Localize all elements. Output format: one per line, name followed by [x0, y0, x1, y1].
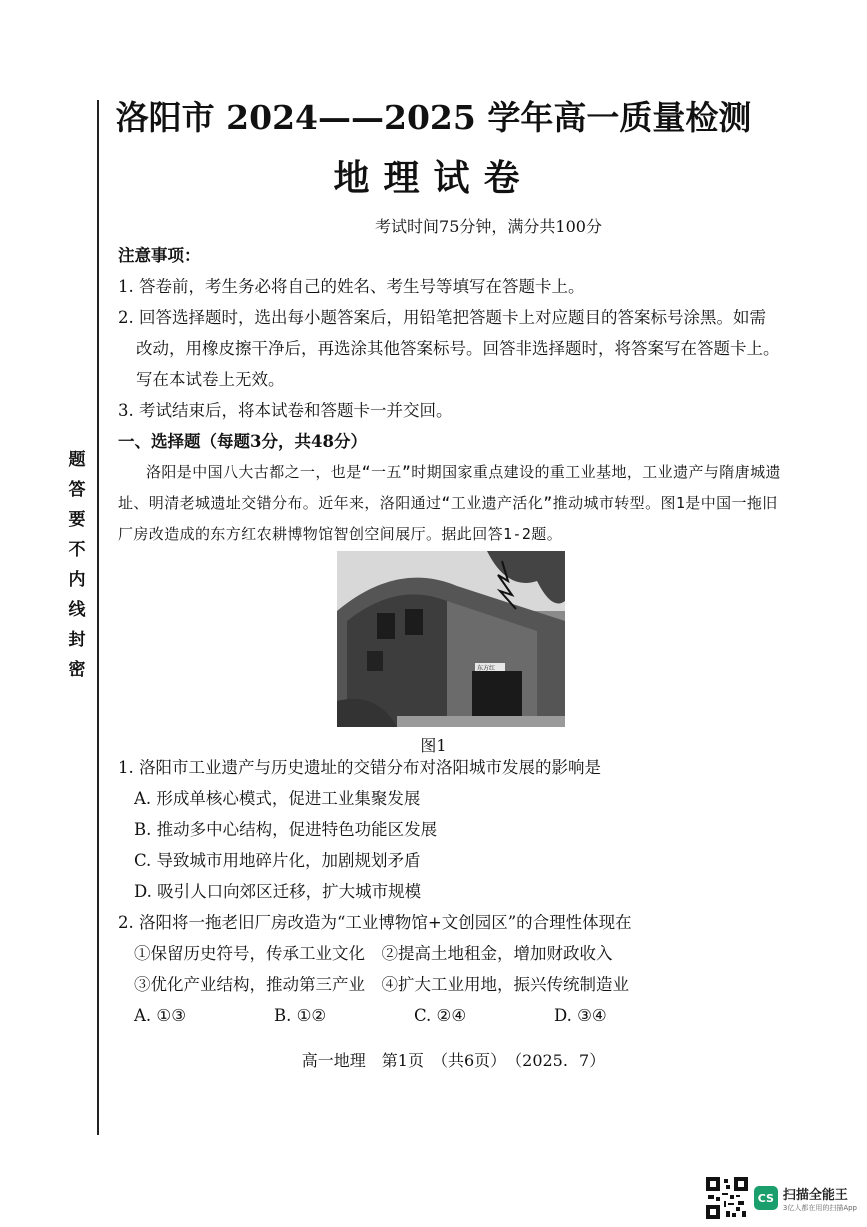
scanner-tagline: 3亿人都在用的扫描App [782, 1203, 857, 1212]
seal-char: 要 [68, 510, 86, 530]
option-a: A. 形成单核心模式，促进工业集聚发展 [134, 789, 421, 808]
exam-info: 考试时间75分钟，满分共100分 [375, 217, 602, 236]
question-stem: 2. 洛阳将一拖老旧厂房改造为“工业博物馆+文创园区”的合理性体现在 [118, 913, 632, 932]
scanner-watermark [706, 1177, 857, 1219]
binding-seal-text [62, 445, 92, 685]
question-stem: 1. 洛阳市工业遗产与历史遗址的交错分布对洛阳城市发展的影响是 [118, 758, 601, 777]
question-1 [118, 752, 808, 907]
figure-caption: 图1 [420, 736, 447, 755]
seal-char: 密 [68, 660, 86, 680]
camscanner-logo: CS [754, 1186, 778, 1210]
figure-sign: 东方红 [477, 665, 496, 672]
notice-item: 1. 答卷前，考生务必将自己的姓名、考生号等填写在答题卡上。 [118, 277, 585, 296]
option-d: D. 吸引人口向郊区迁移，扩大城市规模 [134, 882, 422, 901]
exam-subtitle: 地理试卷 [333, 157, 534, 199]
choice-c: C. ②④ [414, 1006, 467, 1025]
answer-choices [118, 1000, 694, 1031]
question-2 [118, 907, 808, 1031]
choice-a: A. ①③ [134, 1006, 186, 1025]
statement-row: ③优化产业结构，推动第三产业 ④扩大工业用地，振兴传统制造业 [134, 975, 629, 994]
option-b: B. 推动多中心结构，促进特色功能区发展 [134, 820, 438, 839]
qr-code-icon [706, 1177, 748, 1219]
notice-item: 3. 考试结束后，将本试卷和答题卡一并交回。 [118, 401, 453, 420]
notice-item: 2. 回答选择题时，选出每小题答案后，用铅笔把答题卡上对应题目的答案标号涂黑。如需 [118, 308, 766, 327]
seal-char: 封 [68, 630, 86, 650]
seal-char: 答 [68, 480, 86, 500]
seal-char: 线 [68, 600, 86, 620]
scanner-name: 扫描全能王 [782, 1187, 848, 1203]
notice-item: 写在本试卷上无效。 [136, 370, 285, 389]
seal-char: 不 [68, 540, 86, 560]
seal-char: 内 [68, 570, 86, 590]
section-heading: 一、选择题（每题3分，共48分） [118, 432, 367, 451]
exam-title: 洛阳市 2024——2025 学年高一质量检测 [115, 98, 752, 137]
seal-char: 题 [68, 450, 86, 470]
museum-photo [337, 551, 565, 727]
choice-d: D. ③④ [554, 1006, 607, 1025]
reading-passage: 洛阳是中国八大古都之一，也是“一五”时期国家重点建设的重工业基地，工业遗产与隋唐城遗址、明清老城遗址交错分布。近年来，洛阳通过“工业遗产活化”推动城市转型。图1是中国一拖旧厂房改造成的东方红农耕博物馆智创空间展厅。据此回答1-2题。 [118, 463, 781, 543]
binding-line [97, 100, 99, 1135]
option-c: C. 导致城市用地碎片化，加剧规划矛盾 [134, 851, 421, 870]
notice-item: 改动，用橡皮擦干净后，再选涂其他答案标号。回答非选择题时，将答案写在答题卡上。 [136, 339, 780, 358]
page-footer: 高一地理 第1页 （共6页） （2025. 7） [301, 1051, 606, 1070]
statement-row: ①保留历史符号，传承工业文化 ②提高土地租金，增加财政收入 [134, 944, 613, 963]
notice-heading: 注意事项： [118, 246, 201, 265]
notice-block [118, 240, 788, 550]
choice-b: B. ①② [274, 1006, 327, 1025]
